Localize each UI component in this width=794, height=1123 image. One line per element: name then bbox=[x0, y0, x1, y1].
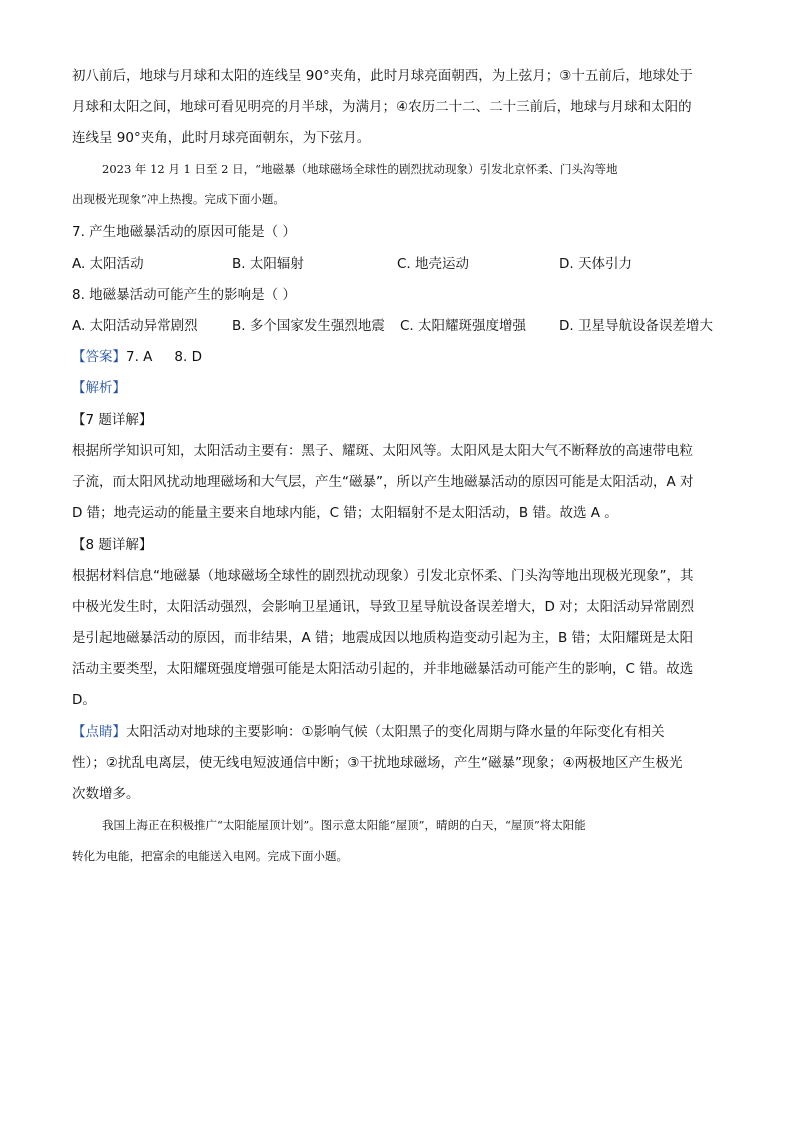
comment-line: 性）；②扰乱电离层，使无线电短波通信中断；③干扰地球磁场，产生“磁暴”现象；④两极地区产生极光 bbox=[72, 755, 683, 771]
option-b: B. 太阳辐射 bbox=[232, 256, 304, 272]
detail-8-title: 【8 题详解】 bbox=[72, 537, 153, 553]
answer-7: 7. A bbox=[126, 349, 153, 365]
detail-8-line: 是引起地磁暴活动的原因，而非结果，A 错；地震成因以地质构造变动引起为主，B 错；太阳耀斑是太阳 bbox=[72, 630, 694, 646]
option-c: C. 太阳耀斑强度增强 bbox=[400, 318, 527, 334]
detail-8-line: D。 bbox=[72, 692, 96, 708]
analysis-label: 【解析】 bbox=[72, 380, 126, 396]
detail-8-line: 根据材料信息“地磁暴（地球磁场全球性的剧烈扰动现象）引发北京怀柔、门头沟等地出现极光现象”，其 bbox=[72, 568, 694, 584]
question-8-stem: 8. 地磁暴活动可能产生的影响是（ ） bbox=[72, 287, 296, 303]
detail-7-title: 【7 题详解】 bbox=[72, 412, 153, 428]
comment-label: 【点睛】 bbox=[72, 724, 126, 740]
material-line: 我国上海正在积极推广“太阳能屋顶计划”。图示意太阳能“屋顶”，晴朗的白天，“屋顶”将太阳能 bbox=[102, 818, 586, 832]
material-line: 转化为电能，把富余的电能送入电网。完成下面小题。 bbox=[72, 849, 348, 863]
answer-line bbox=[72, 347, 202, 367]
comment-line: 次数增多。 bbox=[72, 786, 140, 802]
option-b: B. 多个国家发生强烈地震 bbox=[232, 318, 385, 334]
option-d: D. 卫星导航设备误差增大 bbox=[559, 318, 713, 334]
material-line: 出现极光现象”冲上热搜。完成下面小题。 bbox=[72, 192, 285, 206]
question-7-stem: 7. 产生地磁暴活动的原因可能是（ ） bbox=[72, 224, 296, 240]
intro-line: 月球和太阳之间，地球可看见明亮的月半球，为满月；④农历二十二、二十三前后，地球与月球和太阳的 bbox=[72, 99, 692, 115]
answer-label: 【答案】 bbox=[72, 349, 126, 365]
option-d: D. 天体引力 bbox=[559, 256, 632, 272]
detail-8-line: 中极光发生时，太阳活动强烈，会影响卫星通讯，导致卫星导航设备误差增大，D 对；太阳活动异常剧烈 bbox=[72, 599, 695, 615]
option-c: C. 地壳运动 bbox=[397, 256, 470, 272]
detail-7-line: D 错；地壳运动的能量主要来自地球内能，C 错；太阳辐射不是太阳活动，B 错。故选 A 。 bbox=[72, 505, 618, 521]
option-a: A. 太阳活动 bbox=[72, 256, 144, 272]
question-7-options bbox=[72, 254, 732, 274]
detail-7-line: 根据所学知识可知，太阳活动主要有：黑子、耀斑、太阳风等。太阳风是太阳大气不断释放的高速带电粒 bbox=[72, 443, 693, 459]
comment-text: 太阳活动对地球的主要影响：①影响气候（太阳黑子的变化周期与降水量的年际变化有相关 bbox=[126, 724, 665, 740]
intro-line: 初八前后，地球与月球和太阳的连线呈 90°夹角，此时月球亮面朝西，为上弦月；③十五前后，地球处于 bbox=[72, 68, 693, 84]
comment-first-line bbox=[72, 722, 722, 742]
option-a: A. 太阳活动异常剧烈 bbox=[72, 318, 198, 334]
question-8-options bbox=[72, 316, 732, 336]
detail-8-line: 活动主要类型，太阳耀斑强度增强可能是太阳活动引起的，并非地磁暴活动可能产生的影响，C 错。故选 bbox=[72, 661, 694, 677]
material-line: 2023 年 12 月 1 日至 2 日，“地磁暴（地球磁场全球性的剧烈扰动现象）引发北京怀柔、门头沟等地 bbox=[102, 162, 618, 176]
intro-line: 连线呈 90°夹角，此时月球亮面朝东，为下弦月。 bbox=[72, 130, 371, 146]
answer-8: 8. D bbox=[174, 349, 202, 365]
detail-7-line: 子流，而太阳风扰动地理磁场和大气层，产生“磁暴”，所以产生地磁暴活动的原因可能是太阳活动，A 对 bbox=[72, 474, 694, 490]
